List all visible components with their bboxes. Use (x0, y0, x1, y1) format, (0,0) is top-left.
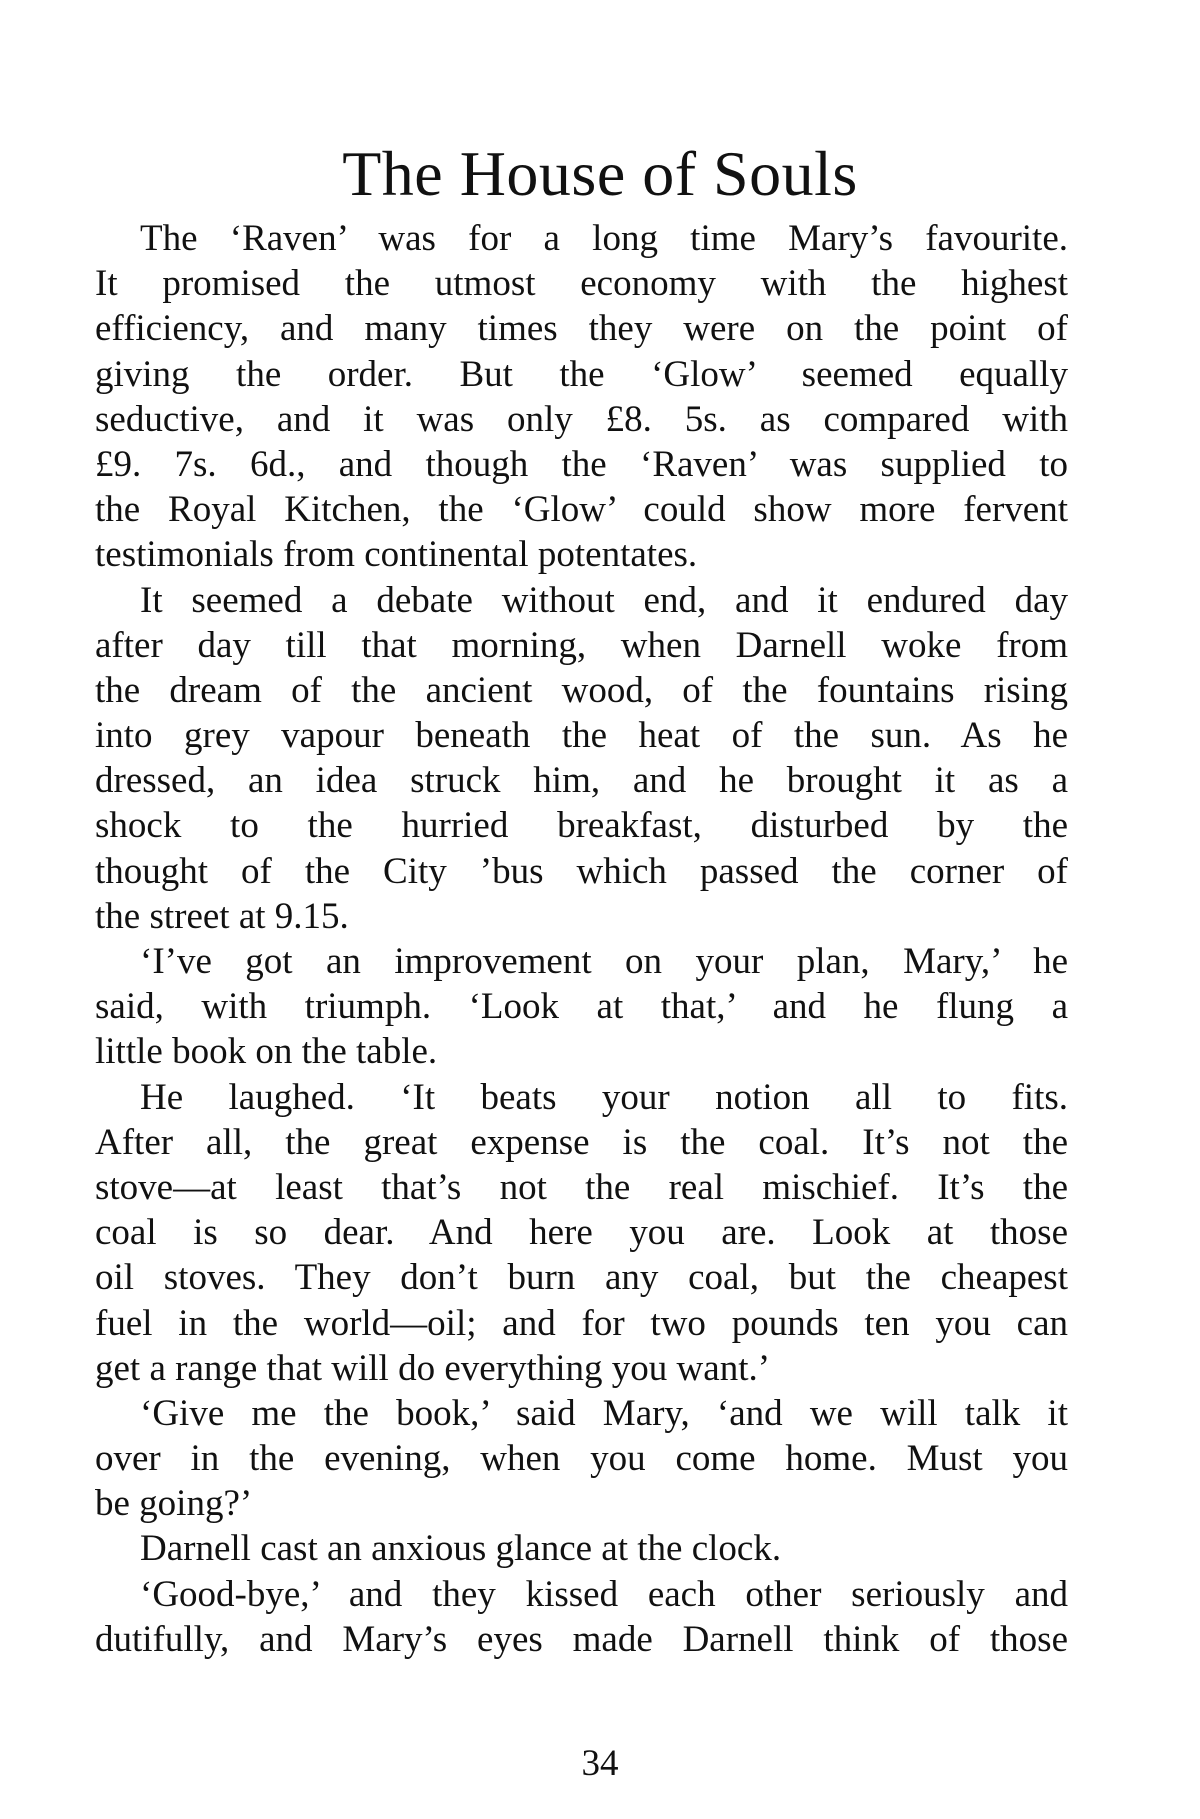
text-line: coal is so dear. And here you are. Look at those (95, 1212, 1068, 1254)
running-title: The House of Souls (342, 138, 858, 209)
body-text (95, 216, 1068, 1662)
text-line: get a range that will do everything you want.’ (95, 1347, 771, 1389)
text-line: ‘Give me the book,’ said Mary, ‘and we will talk it (140, 1392, 1068, 1434)
text-line: over in the evening, when you come home. Must you (95, 1438, 1068, 1480)
text-line: £9. 7s. 6d., and though the ‘Raven’ was supplied to (95, 443, 1068, 485)
text-line: efficiency, and many times they were on the point of (95, 308, 1068, 350)
text-line: The ‘Raven’ was for a long time Mary’s favourite. (140, 218, 1068, 259)
text-line: testimonials from continental potentates. (95, 534, 698, 576)
text-line: stove—at least that’s not the real mischief. It’s the (95, 1166, 1068, 1208)
text-line: shock to the hurried breakfast, disturbed by the (95, 805, 1068, 847)
text-line: said, with triumph. ‘Look at that,’ and he flung a (95, 986, 1068, 1028)
text-line: dressed, an idea struck him, and he brought it as a (95, 760, 1068, 802)
text-line: After all, the great expense is the coal. It’s not the (95, 1121, 1068, 1163)
text-line: be going?’ (95, 1483, 253, 1525)
page-number: 34 (581, 1743, 619, 1784)
text-line: It seemed a debate without end, and it endured day (140, 579, 1068, 621)
text-line: seductive, and it was only £8. 5s. as compared with (95, 398, 1068, 440)
text-line: fuel in the world—oil; and for two pounds ten you can (95, 1302, 1068, 1344)
text-line: into grey vapour beneath the heat of the sun. As he (95, 715, 1068, 757)
text-line: thought of the City ’bus which passed the corner of (95, 850, 1068, 892)
text-line: oil stoves. They don’t burn any coal, but the cheapest (95, 1257, 1068, 1299)
text-line: the dream of the ancient wood, of the fountains rising (95, 669, 1068, 711)
text-line: the street at 9.15. (95, 895, 349, 937)
text-line: the Royal Kitchen, the ‘Glow’ could show more fervent (95, 489, 1068, 531)
text-line: little book on the table. (95, 1031, 438, 1073)
text-line: after day till that morning, when Darnell woke from (95, 624, 1068, 666)
text-line: giving the order. But the ‘Glow’ seemed equally (95, 353, 1068, 395)
text-line: dutifully, and Mary’s eyes made Darnell think of those (95, 1618, 1068, 1660)
text-line: He laughed. ‘It beats your notion all to fits. (140, 1076, 1068, 1118)
text-line: It promised the utmost economy with the highest (95, 263, 1068, 305)
text-line: ‘I’ve got an improvement on your plan, Mary,’ he (140, 941, 1068, 982)
text-line: ‘Good-bye,’ and they kissed each other seriously and (140, 1573, 1068, 1615)
text-line: Darnell cast an anxious glance at the clock. (140, 1528, 782, 1570)
